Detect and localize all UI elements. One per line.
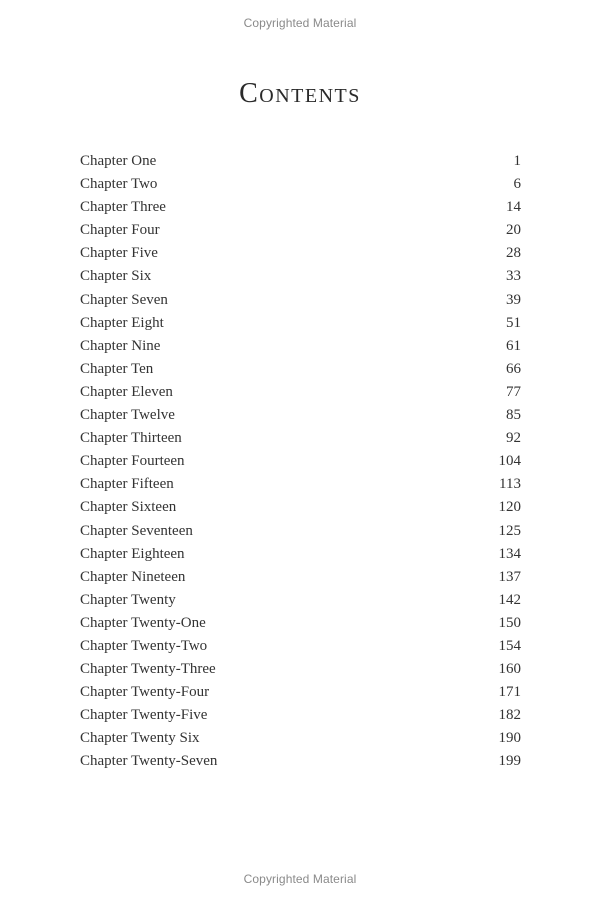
toc-entry[interactable] (80, 453, 521, 476)
toc-entry-page-number: 125 (498, 522, 521, 539)
toc-entry-page-number: 171 (498, 684, 521, 701)
toc-entry-page-number: 160 (498, 661, 521, 678)
toc-entry[interactable] (80, 292, 521, 315)
toc-entry-title: Chapter Seven (80, 291, 168, 308)
toc-entry-page-number: 142 (498, 591, 521, 608)
toc-entry-title: Chapter Sixteen (80, 499, 177, 516)
toc-entry-title: Chapter Twenty-Seven (80, 753, 218, 770)
toc-entry-title: Chapter Twenty-Four (80, 684, 210, 701)
toc-entry-title: Chapter Three (80, 199, 166, 216)
toc-entry-page-number: 113 (499, 476, 521, 493)
toc-entry-title: Chapter Nine (80, 337, 161, 354)
toc-entry[interactable] (80, 384, 521, 407)
toc-entry-title: Chapter Four (80, 222, 160, 239)
toc-entry[interactable] (80, 476, 521, 499)
toc-entry-title: Chapter Eighteen (80, 545, 185, 562)
toc-entry[interactable] (80, 661, 521, 684)
toc-entry-title: Chapter Twenty (80, 591, 176, 608)
toc-entry-title: Chapter Ten (80, 360, 154, 377)
toc-entry-page-number: 51 (506, 314, 521, 331)
copyright-watermark-top: Copyrighted Material (243, 16, 357, 30)
table-of-contents (80, 153, 521, 777)
toc-entry[interactable] (80, 523, 521, 546)
toc-entry[interactable] (80, 153, 521, 176)
copyright-watermark-bottom: Copyrighted Material (243, 872, 357, 886)
toc-entry-page-number: 66 (506, 360, 521, 377)
toc-entry-title: Chapter One (80, 153, 157, 169)
toc-entry-title: Chapter Twenty-Five (80, 707, 208, 724)
toc-entry[interactable] (80, 407, 521, 430)
toc-entry[interactable] (80, 245, 521, 268)
toc-entry-page-number: 85 (506, 407, 521, 424)
toc-entry-title: Chapter Twenty-One (80, 614, 206, 631)
contents-heading: Contents (239, 78, 361, 109)
toc-entry-title: Chapter Two (80, 176, 158, 193)
toc-entry[interactable] (80, 199, 521, 222)
toc-entry-page-number: 92 (506, 430, 521, 447)
toc-entry[interactable] (80, 338, 521, 361)
toc-entry-page-number: 20 (506, 222, 521, 239)
toc-entry-title: Chapter Nineteen (80, 568, 186, 585)
toc-entry-page-number: 154 (498, 637, 521, 654)
toc-entry[interactable] (80, 684, 521, 707)
toc-entry-page-number: 1 (513, 153, 521, 169)
toc-entry[interactable] (80, 615, 521, 638)
toc-entry-title: Chapter Five (80, 245, 158, 262)
toc-entry-page-number: 182 (498, 707, 521, 724)
toc-entry-title: Chapter Eight (80, 314, 164, 331)
toc-entry[interactable] (80, 268, 521, 291)
toc-entry-page-number: 33 (506, 268, 521, 285)
toc-entry[interactable] (80, 315, 521, 338)
toc-entry[interactable] (80, 361, 521, 384)
toc-entry-page-number: 199 (498, 753, 521, 770)
toc-entry[interactable] (80, 638, 521, 661)
toc-entry[interactable] (80, 592, 521, 615)
toc-entry-page-number: 104 (498, 453, 521, 470)
toc-entry-page-number: 6 (513, 176, 521, 193)
toc-entry-title: Chapter Thirteen (80, 430, 182, 447)
toc-entry[interactable] (80, 222, 521, 245)
toc-entry-page-number: 77 (506, 383, 521, 400)
toc-entry[interactable] (80, 730, 521, 753)
toc-entry-title: Chapter Twenty-Three (80, 661, 216, 678)
toc-entry-title: Chapter Twenty Six (80, 730, 200, 747)
toc-entry-page-number: 14 (506, 199, 521, 216)
toc-entry-page-number: 61 (506, 337, 521, 354)
toc-entry-title: Chapter Seventeen (80, 522, 193, 539)
toc-entry-title: Chapter Twenty-Two (80, 637, 208, 654)
toc-entry-page-number: 39 (506, 291, 521, 308)
toc-entry-page-number: 120 (498, 499, 521, 516)
toc-entry-title: Chapter Fifteen (80, 476, 174, 493)
toc-entry[interactable] (80, 753, 521, 776)
toc-entry[interactable] (80, 176, 521, 199)
toc-entry[interactable] (80, 499, 521, 522)
toc-entry[interactable] (80, 569, 521, 592)
toc-entry-title: Chapter Six (80, 268, 152, 285)
toc-entry-title: Chapter Eleven (80, 383, 173, 400)
toc-entry-page-number: 150 (498, 614, 521, 631)
toc-entry-page-number: 137 (498, 568, 521, 585)
toc-entry[interactable] (80, 707, 521, 730)
toc-entry[interactable] (80, 546, 521, 569)
toc-entry-page-number: 134 (498, 545, 521, 562)
toc-entry-title: Chapter Fourteen (80, 453, 185, 470)
toc-entry-title: Chapter Twelve (80, 407, 175, 424)
toc-entry-page-number: 190 (498, 730, 521, 747)
toc-entry-page-number: 28 (506, 245, 521, 262)
toc-entry[interactable] (80, 430, 521, 453)
